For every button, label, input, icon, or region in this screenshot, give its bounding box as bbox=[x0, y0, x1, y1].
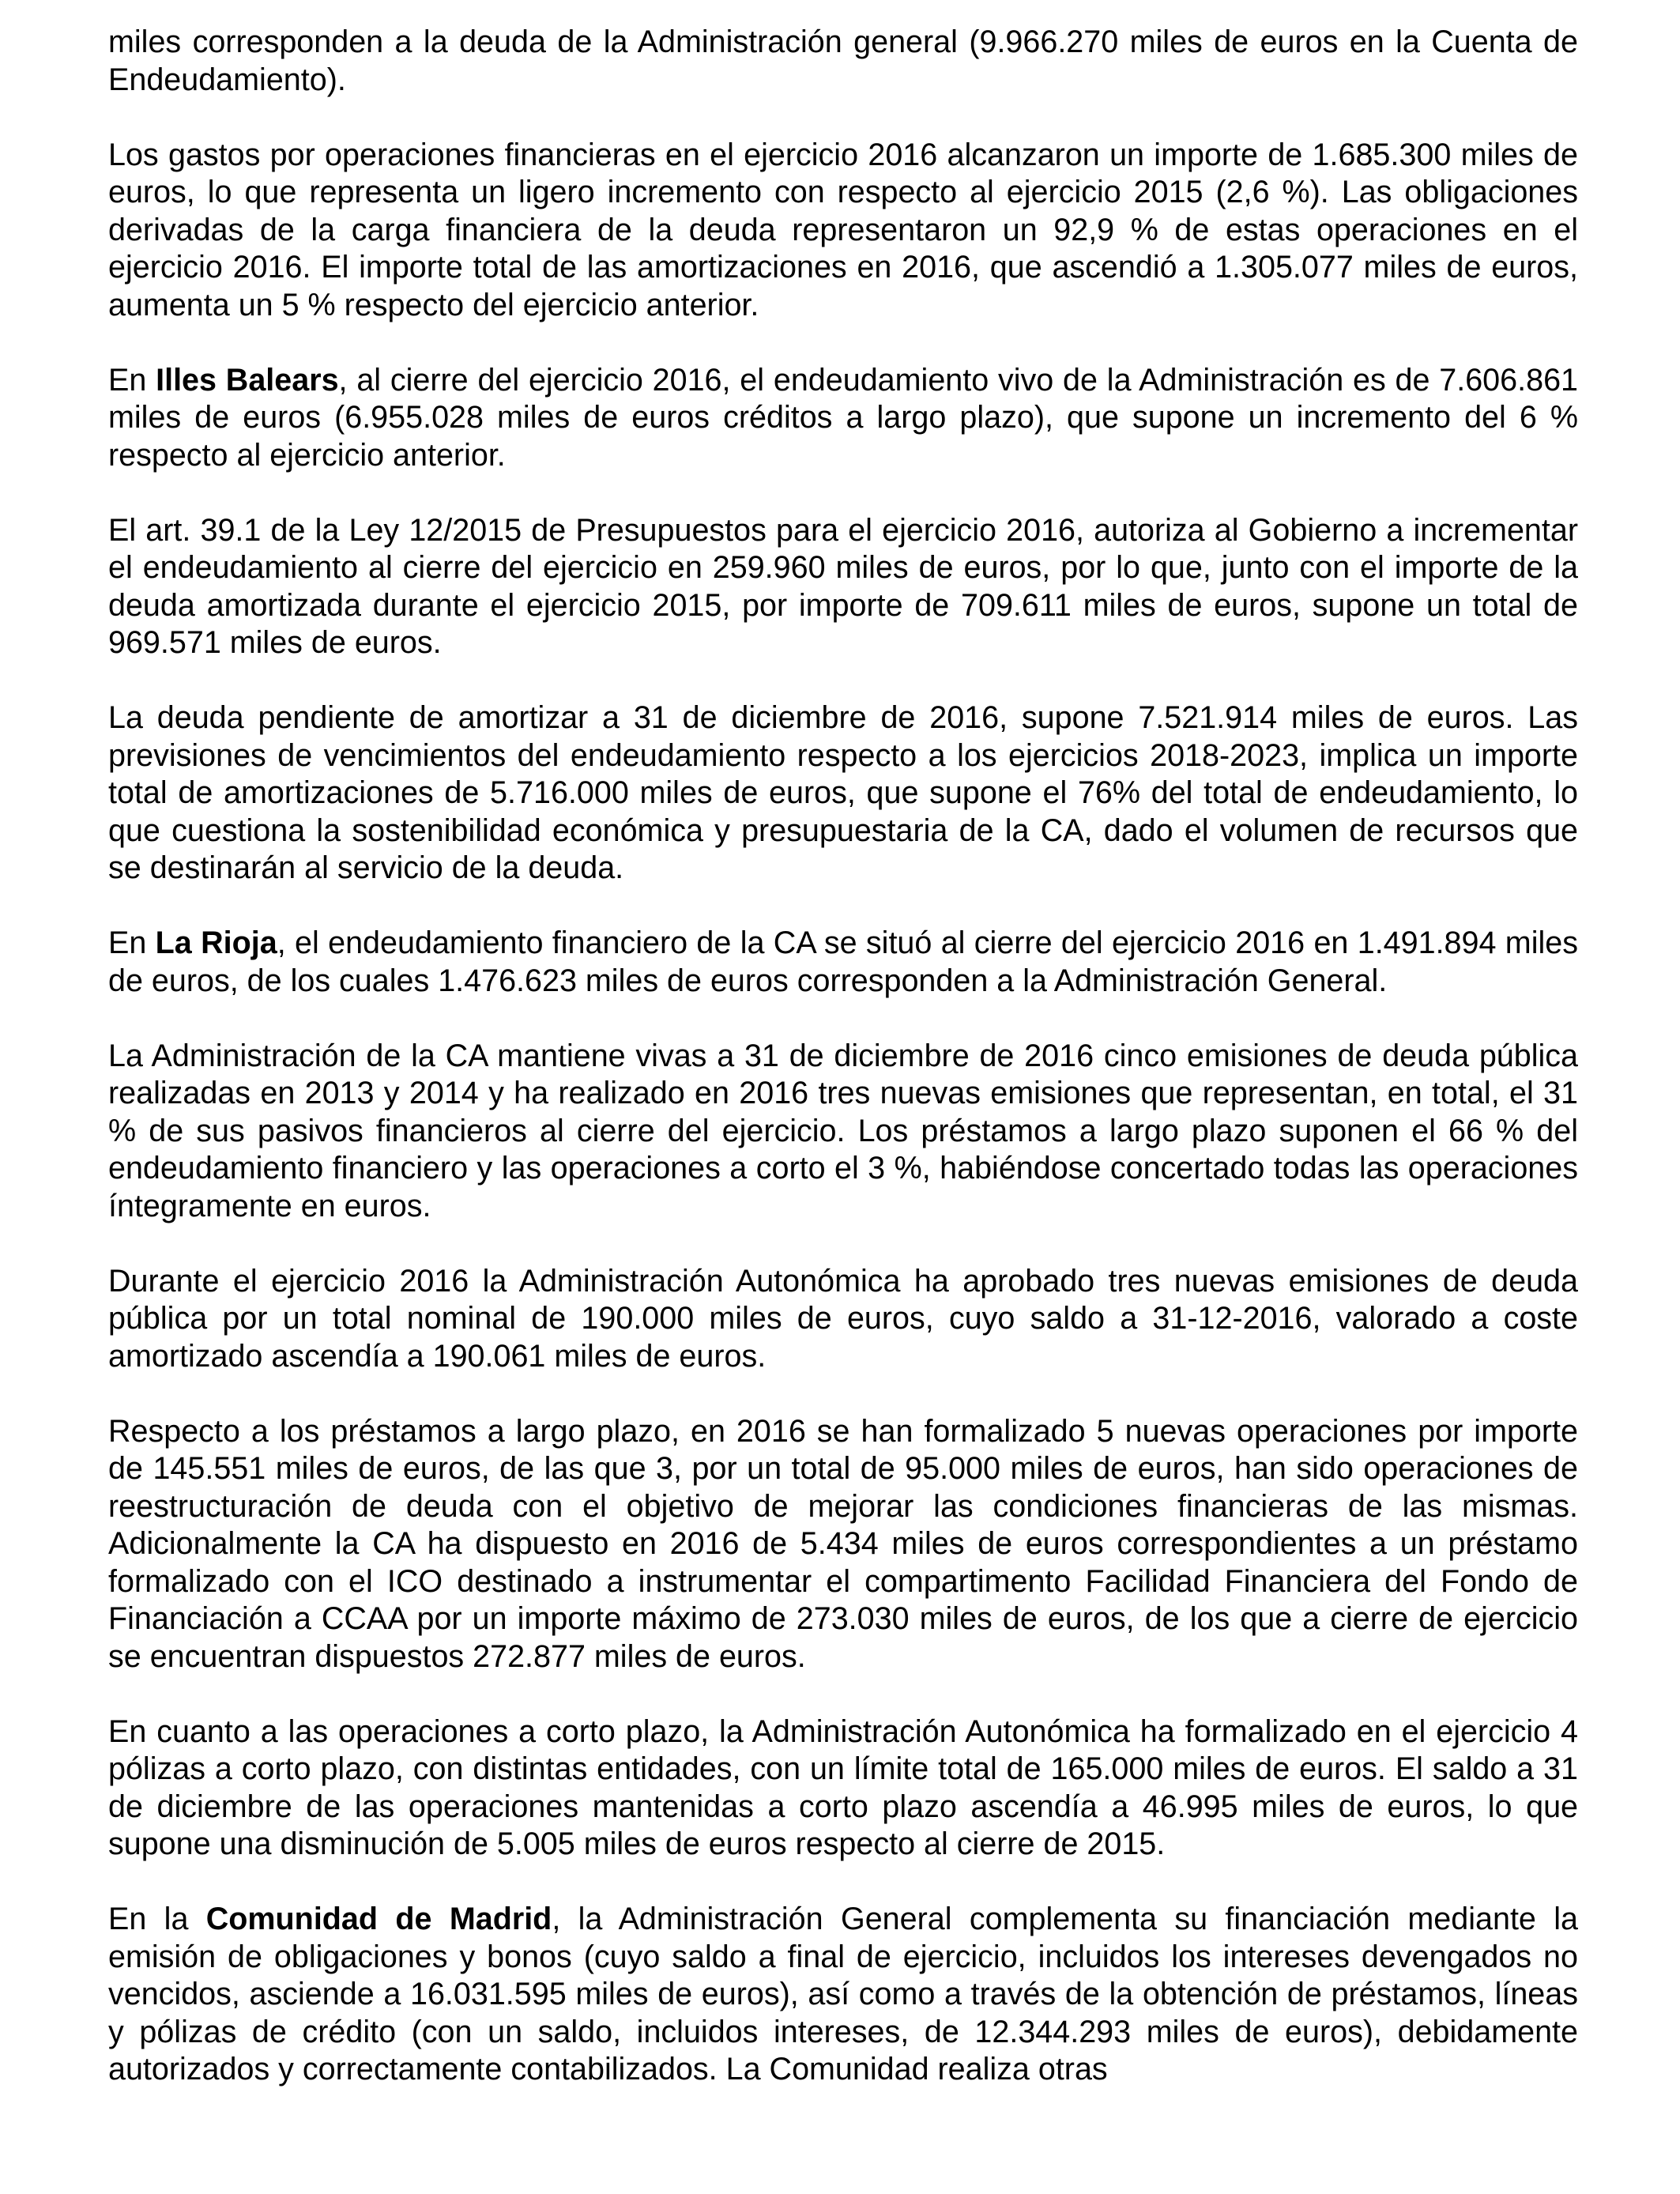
paragraph-la-rioja bbox=[108, 925, 1578, 1000]
paragraph-emisiones-deuda-vivas bbox=[108, 1038, 1578, 1226]
paragraph-text: La deuda pendiente de amortizar a 31 de diciembre de 2016, supone 7.521.914 miles de euros. Las previsiones de vencimientos del endeudamiento respecto a los ejercicios 2018-2023, implica un importe total de amortizaciones de 5.716.000 miles de euros, que supone el 76% del total de endeudamiento, lo que cuestiona la sostenibilidad económica y presupuestaria de la CA, dado el volumen de recursos que se destinarán al servicio de la deuda. bbox=[108, 700, 1578, 885]
paragraph-ley-presupuestos bbox=[108, 512, 1578, 662]
paragraph-text: , la Administración General complementa su financiación mediante la emisión de obligaciones y bonos (cuyo saldo a final de ejercicio, incluidos los intereses devengados no vencidos, asciende a 16.031.595 miles de euros), así como a través de la obtención de préstamos, líneas y pólizas de crédito (con un saldo, incluidos intereses, de 12.344.293 miles de euros), debidamente autorizados y correctamente contabilizados. La Comunidad realiza otras bbox=[108, 1902, 1578, 2087]
paragraph-text-lead: En bbox=[108, 925, 156, 960]
paragraph-text: Durante el ejercicio 2016 la Administración Autonómica ha aprobado tres nuevas emisiones de deuda pública por un total nominal de 190.000 miles de euros, cuyo saldo a 31-12-2016, valorado a coste amortizado ascendía a 190.061 miles de euros. bbox=[108, 1263, 1578, 1374]
paragraph-nuevas-emisiones bbox=[108, 1263, 1578, 1376]
paragraph-financial-operations-expenses bbox=[108, 137, 1578, 325]
paragraph-text-lead: En bbox=[108, 362, 156, 398]
paragraph-text: miles corresponden a la deuda de la Administración general (9.966.270 miles de euros en la Cuenta de Endeudamiento). bbox=[108, 25, 1578, 97]
paragraph-deuda-pendiente bbox=[108, 699, 1578, 888]
paragraph-operaciones-corto-plazo bbox=[108, 1713, 1578, 1864]
paragraph-administracion-general-debt bbox=[108, 24, 1578, 99]
region-name-la-rioja: La Rioja bbox=[155, 925, 277, 960]
paragraph-text: Respecto a los préstamos a largo plazo, en 2016 se han formalizado 5 nuevas operaciones por importe de 145.551 miles de euros, de las que 3, por un total de 95.000 miles de euros, han sido operaciones de reestructuración de deuda con el objetivo de mejorar las condiciones financieras de las mismas. Adicionalmente la CA ha dispuesto en 2016 de 5.434 miles de euros correspondientes a un préstamo formalizado con el ICO destinado a instrumentar el compartimento Facilidad Financiera del Fondo de Financiación a CCAA por un importe máximo de 273.030 miles de euros, de los que a cierre de ejercicio se encuentran dispuestos 272.877 miles de euros. bbox=[108, 1413, 1578, 1674]
region-name-illes-balears: Illes Balears bbox=[156, 362, 339, 398]
paragraph-text: , el endeudamiento financiero de la CA se situó al cierre del ejercicio 2016 en 1.491.894 miles de euros, de los cuales 1.476.623 miles de euros corresponden a la Administración General. bbox=[108, 925, 1578, 998]
paragraph-text: Los gastos por operaciones financieras en el ejercicio 2016 alcanzaron un importe de 1.685.300 miles de euros, lo que representa un ligero incremento con respecto al ejercicio 2015 (2,6 %). Las obligaciones derivadas de la carga financiera de la deuda representaron un 92,9 % de estas operaciones en el ejercicio 2016. El importe total de las amortizaciones en 2016, que ascendió a 1.305.077 miles de euros, aumenta un 5 % respecto del ejercicio anterior. bbox=[108, 137, 1578, 322]
paragraph-text: En cuanto a las operaciones a corto plazo, la Administración Autonómica ha formalizado en el ejercicio 4 pólizas a corto plazo, con distintas entidades, con un límite total de 165.000 miles de euros. El saldo a 31 de diciembre de las operaciones mantenidas a corto plazo ascendía a 46.995 miles de euros, lo que supone una disminución de 5.005 miles de euros respecto al cierre de 2015. bbox=[108, 1713, 1578, 1861]
paragraph-comunidad-de-madrid bbox=[108, 1901, 1578, 2089]
paragraph-text: El art. 39.1 de la Ley 12/2015 de Presupuestos para el ejercicio 2016, autoriza al Gobierno a incrementar el endeudamiento al cierre del ejercicio en 259.960 miles de euros, por lo que, junto con el importe de la deuda amortizada durante el ejercicio 2015, por importe de 709.611 miles de euros, supone un total de 969.571 miles de euros. bbox=[108, 512, 1578, 660]
paragraph-text: La Administración de la CA mantiene vivas a 31 de diciembre de 2016 cinco emisiones de deuda pública realizadas en 2013 y 2014 y ha realizado en 2016 tres nuevas emisiones que representan, en total, el 31 % de sus pasivos financieros al cierre del ejercicio. Los préstamos a largo plazo suponen el 66 % del endeudamiento financiero y las operaciones a corto el 3 %, habiéndose concertado todas las operaciones íntegramente en euros. bbox=[108, 1038, 1578, 1223]
document-page bbox=[108, 24, 1578, 2126]
paragraph-prestamos-largo-plazo bbox=[108, 1413, 1578, 1676]
paragraph-text: , al cierre del ejercicio 2016, el endeudamiento vivo de la Administración es de 7.606.861 miles de euros (6.955.028 miles de euros créditos a largo plazo), que supone un incremento del 6 % respecto al ejercicio anterior. bbox=[108, 362, 1578, 473]
paragraph-illes-balears bbox=[108, 362, 1578, 475]
region-name-comunidad-de-madrid: Comunidad de Madrid bbox=[205, 1902, 552, 1936]
paragraph-text-lead: En la bbox=[108, 1902, 206, 1936]
